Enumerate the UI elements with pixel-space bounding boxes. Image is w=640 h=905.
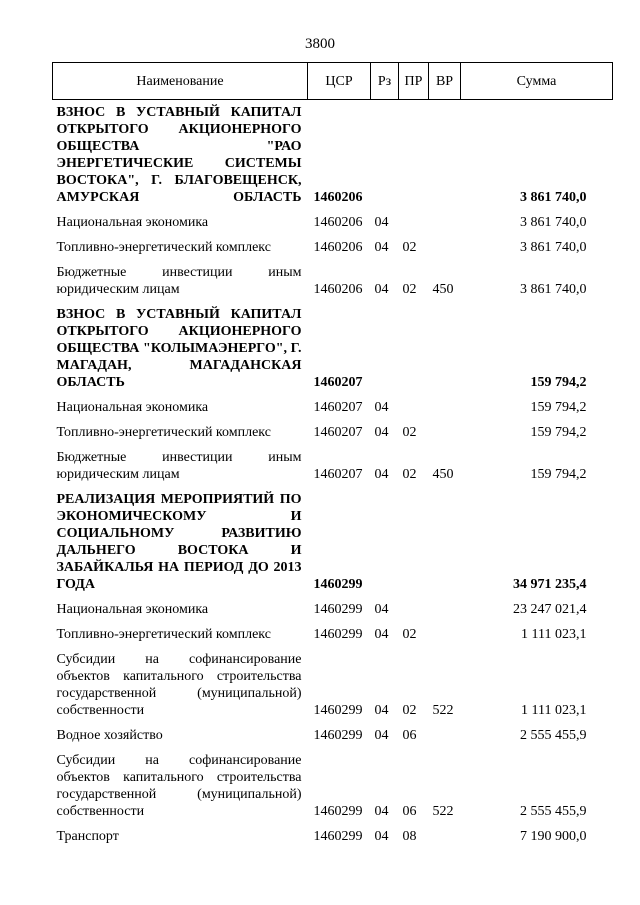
row-vr: 522 [432,804,454,819]
row-vr [429,593,461,618]
row-csr: 1460299 [313,602,363,617]
row-sum: 2 555 455,9 [520,804,587,819]
row-rz: 04 [374,703,389,718]
header-vr: ВР [429,63,461,100]
page-number: 3800 [305,36,335,52]
table-row [53,643,613,719]
row-vr [429,100,461,207]
row-name: Топливно-энергетический комплекс [56,425,271,440]
row-pr [399,100,429,207]
row-csr: 1460299 [313,577,363,592]
row-name: РЕАЛИЗАЦИЯ МЕРОПРИЯТИЙ ПО ЭКОНОМИЧЕСКОМУ И СОЦИАЛЬНОМУ РАЗВИТИЮ ДАЛЬНЕГО ВОСТОКА И ЗАБАЙКАЛЬЯ НА ПЕРИОД ДО 2013 ГОДА [56,492,302,592]
row-name: Топливно-энергетический комплекс [56,240,271,255]
row-vr: 450 [432,282,454,297]
row-sum: 1 111 023,1 [521,703,587,718]
row-csr: 1460207 [313,400,363,415]
row-rz: 04 [374,829,389,844]
row-sum: 34 971 235,4 [513,577,587,592]
row-sum: 159 794,2 [530,467,587,482]
row-sum: 3 861 740,0 [520,190,587,205]
row-pr [399,298,429,391]
table-row [53,416,613,441]
row-name: Субсидии на софинансирование объектов капитального строительства государственной (муниципальной) собственности [56,652,302,718]
row-rz: 04 [374,467,389,482]
row-vr: 522 [432,703,454,718]
row-rz: 04 [374,425,389,440]
budget-table [52,62,613,845]
row-rz: 04 [374,804,389,819]
table-row [53,256,613,298]
table-row [53,391,613,416]
row-name: Национальная экономика [56,215,209,230]
table-row [53,618,613,643]
row-csr: 1460206 [313,215,363,230]
row-vr [429,483,461,593]
row-vr [429,391,461,416]
row-sum: 3 861 740,0 [520,215,587,230]
row-vr [429,618,461,643]
row-vr [429,298,461,391]
row-csr: 1460299 [313,627,363,642]
row-sum: 23 247 021,4 [513,602,587,617]
row-pr: 06 [402,728,417,743]
row-rz [371,100,399,207]
row-pr: 02 [402,240,417,255]
table-row [53,441,613,483]
row-vr: 450 [432,467,454,482]
table-row [53,820,613,845]
row-pr: 02 [402,627,417,642]
row-rz: 04 [374,240,389,255]
table-row [53,100,613,207]
row-pr: 06 [402,804,417,819]
row-name: ВЗНОС В УСТАВНЫЙ КАПИТАЛ ОТКРЫТОГО АКЦИОНЕРНОГО ОБЩЕСТВА "РАО ЭНЕРГЕТИЧЕСКИЕ СИСТЕМЫ ВОСТОКА", Г. БЛАГОВЕЩЕНСК, АМУРСКАЯ ОБЛАСТЬ [56,105,302,205]
row-csr: 1460207 [313,467,363,482]
row-csr: 1460206 [313,282,363,297]
header-name: Наименование [53,63,308,100]
row-rz: 04 [374,400,389,415]
row-name: Транспорт [56,829,119,844]
row-rz: 04 [374,215,389,230]
row-rz: 04 [374,602,389,617]
row-name: Национальная экономика [56,400,209,415]
row-sum: 159 794,2 [530,425,587,440]
row-sum: 2 555 455,9 [520,728,587,743]
header-pr: ПР [399,63,429,100]
row-name: Бюджетные инвестиции иным юридическим лицам [56,265,302,297]
table-row [53,719,613,744]
row-name: Водное хозяйство [56,728,163,743]
table-row [53,483,613,593]
row-csr: 1460206 [313,190,363,205]
row-rz: 04 [374,627,389,642]
table-row [53,593,613,618]
row-name: Топливно-энергетический комплекс [56,627,271,642]
row-pr [399,483,429,593]
table-row [53,231,613,256]
header-rz: Рз [371,63,399,100]
row-csr: 1460299 [313,804,363,819]
row-vr [429,820,461,845]
row-name: Бюджетные инвестиции иным юридическим лицам [56,450,302,482]
row-rz: 04 [374,282,389,297]
row-name: Субсидии на софинансирование объектов капитального строительства государственной (муниципальной) собственности [56,753,302,819]
row-name: ВЗНОС В УСТАВНЫЙ КАПИТАЛ ОТКРЫТОГО АКЦИОНЕРНОГО ОБЩЕСТВА "КОЛЫМАЭНЕРГО", Г. МАГАДАН, МАГАДАНСКАЯ ОБЛАСТЬ [56,307,302,390]
row-vr [429,719,461,744]
table-row [53,206,613,231]
row-rz [371,298,399,391]
header-csr: ЦСР [308,63,371,100]
table-row [53,744,613,820]
row-vr [429,416,461,441]
table-header-row [53,63,613,100]
header-sum: Сумма [461,63,613,100]
row-rz: 04 [374,728,389,743]
row-csr: 1460207 [313,375,363,390]
row-csr: 1460299 [313,829,363,844]
row-csr: 1460206 [313,240,363,255]
row-pr [399,206,429,231]
row-csr: 1460207 [313,425,363,440]
row-csr: 1460299 [313,703,363,718]
row-pr: 02 [402,282,417,297]
row-sum: 159 794,2 [530,400,587,415]
row-csr: 1460299 [313,728,363,743]
row-pr: 02 [402,703,417,718]
table-row [53,298,613,391]
row-vr [429,231,461,256]
row-sum: 159 794,2 [530,375,587,390]
row-rz [371,483,399,593]
row-pr: 02 [402,467,417,482]
row-sum: 3 861 740,0 [520,282,587,297]
row-pr: 02 [402,425,417,440]
row-sum: 3 861 740,0 [520,240,587,255]
row-sum: 7 190 900,0 [520,829,587,844]
row-pr: 08 [402,829,417,844]
row-name: Национальная экономика [56,602,209,617]
row-sum: 1 111 023,1 [521,627,587,642]
row-pr [399,391,429,416]
row-pr [399,593,429,618]
row-vr [429,206,461,231]
